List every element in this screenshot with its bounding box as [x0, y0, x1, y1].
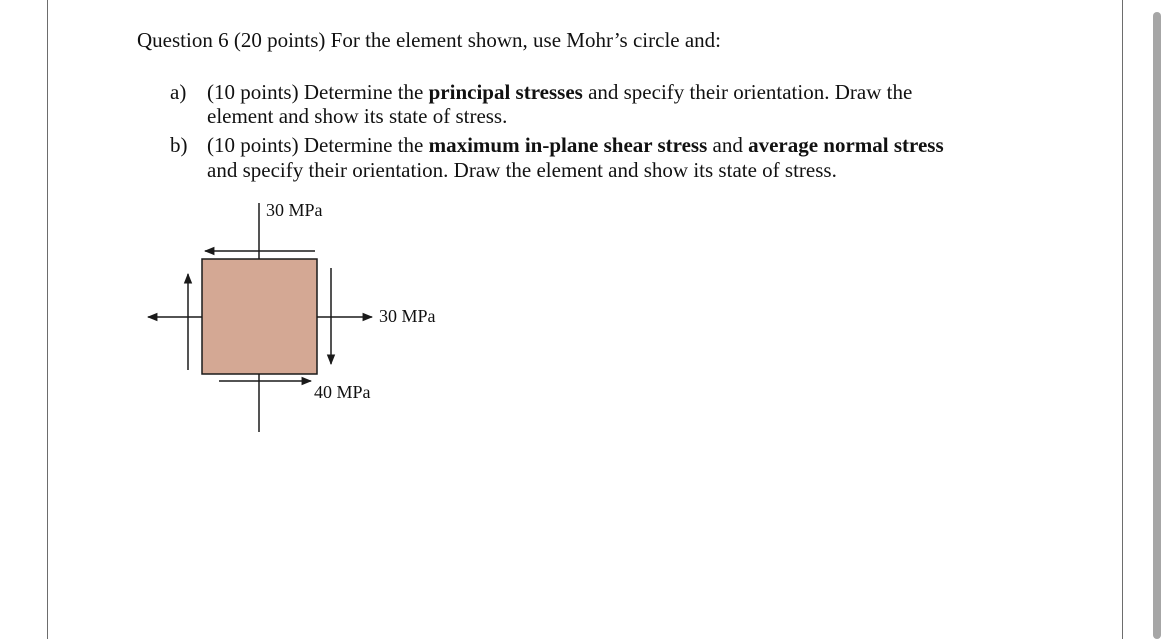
part-a-bold: principal stresses [428, 80, 583, 104]
part-b-bold1: maximum in-plane shear stress [428, 133, 708, 157]
part-b-line2: and specify their orientation. Draw the element and show its state of stress. [207, 158, 837, 182]
part-b-pre: (10 points) Determine the [207, 133, 429, 157]
part-a-pre: (10 points) Determine the [207, 80, 429, 104]
stress-element-square [202, 259, 317, 374]
part-a-line2: element and show its state of stress. [207, 104, 508, 128]
part-b-marker: b) [170, 133, 188, 157]
label-bottom-stress: 40 MPa [314, 382, 371, 402]
question-heading: Question 6 (20 points) For the element shown, use Mohr’s circle and: [137, 28, 722, 52]
part-b-bold2: average normal stress [748, 133, 944, 157]
part-a-marker: a) [170, 80, 187, 104]
part-a-post: and specify their orientation. Draw the [582, 80, 913, 104]
label-top-stress: 30 MPa [266, 200, 323, 220]
part-b-mid: and [707, 133, 749, 157]
label-right-stress: 30 MPa [379, 306, 436, 326]
